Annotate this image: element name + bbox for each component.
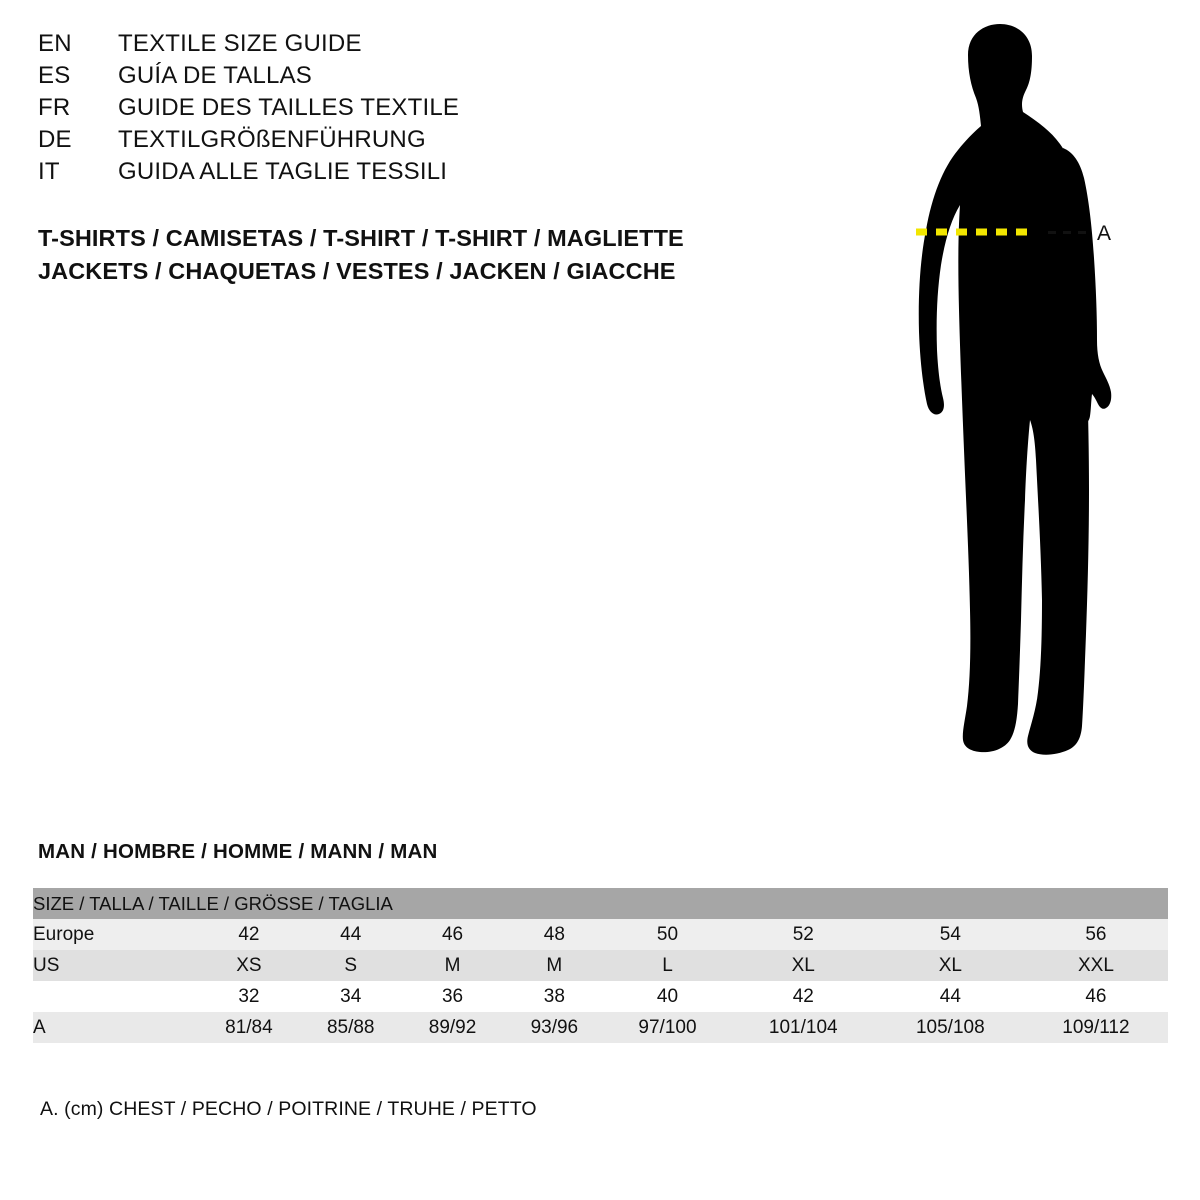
table-cell: S [300, 950, 402, 981]
table-cell: 105/108 [877, 1012, 1024, 1043]
table-cell: 109/112 [1024, 1012, 1168, 1043]
table-cell: 89/92 [402, 1012, 504, 1043]
body-silhouette-figure [840, 20, 1180, 790]
table-cell: L [605, 950, 729, 981]
table-cell: 48 [503, 919, 605, 950]
language-code: IT [38, 158, 60, 185]
language-code: ES [38, 62, 71, 89]
measure-leader-line [1048, 231, 1088, 234]
table-cell: 54 [877, 919, 1024, 950]
language-code: FR [38, 94, 71, 121]
table-cell: 97/100 [605, 1012, 729, 1043]
language-text: GUIDE DES TAILLES TEXTILE [118, 94, 460, 121]
row-label: A [33, 1012, 198, 1043]
language-header-block [38, 30, 738, 190]
table-cell: 101/104 [730, 1012, 877, 1043]
table-cell: 44 [300, 919, 402, 950]
language-row [38, 62, 738, 94]
table-cell: XL [877, 950, 1024, 981]
language-text: TEXTILE SIZE GUIDE [118, 30, 362, 57]
language-text: TEXTILGRÖßENFÜHRUNG [118, 126, 426, 153]
table-cell: M [402, 950, 504, 981]
man-silhouette-icon [919, 24, 1112, 755]
table-section-title: MAN / HOMBRE / HOMME / MANN / MAN [38, 840, 438, 863]
row-label: Europe [33, 919, 198, 950]
language-row [38, 158, 738, 190]
table-row [33, 1012, 1168, 1043]
table-row [33, 919, 1168, 950]
language-row [38, 94, 738, 126]
footnote-chest-measurement: A. (cm) CHEST / PECHO / POITRINE / TRUHE / PETTO [40, 1098, 537, 1120]
table-cell: XL [730, 950, 877, 981]
table-cell: 52 [730, 919, 877, 950]
language-code: DE [38, 126, 72, 153]
row-label: US [33, 950, 198, 981]
size-table [33, 888, 1168, 1043]
language-row [38, 126, 738, 158]
table-cell: 46 [402, 919, 504, 950]
table-cell: XS [198, 950, 300, 981]
language-code: EN [38, 30, 72, 57]
table-cell: 36 [402, 981, 504, 1012]
table-cell: 85/88 [300, 1012, 402, 1043]
table-cell: 38 [503, 981, 605, 1012]
table-cell: M [503, 950, 605, 981]
category-line-tshirts: T-SHIRTS / CAMISETAS / T-SHIRT / T-SHIRT / MAGLIETTE [38, 225, 684, 251]
table-cell: 56 [1024, 919, 1168, 950]
table-header-row [33, 888, 1168, 919]
table-cell: 42 [198, 919, 300, 950]
table-row [33, 981, 1168, 1012]
table-cell: 81/84 [198, 1012, 300, 1043]
table-cell: 34 [300, 981, 402, 1012]
table-cell: 46 [1024, 981, 1168, 1012]
table-cell: XXL [1024, 950, 1168, 981]
measure-label-a: A [1097, 222, 1112, 245]
garment-category-block [38, 222, 798, 288]
row-label [33, 981, 198, 1012]
table-header-label: SIZE / TALLA / TAILLE / GRÖSSE / TAGLIA [33, 888, 1168, 919]
language-text: GUIDA ALLE TAGLIE TESSILI [118, 158, 448, 185]
table-cell: 93/96 [503, 1012, 605, 1043]
category-line-jackets: JACKETS / CHAQUETAS / VESTES / JACKEN / GIACCHE [38, 258, 676, 284]
table-cell: 32 [198, 981, 300, 1012]
table-cell: 44 [877, 981, 1024, 1012]
table-row [33, 950, 1168, 981]
language-row [38, 30, 738, 62]
language-text: GUÍA DE TALLAS [118, 62, 312, 89]
table-cell: 50 [605, 919, 729, 950]
table-cell: 40 [605, 981, 729, 1012]
table-cell: 42 [730, 981, 877, 1012]
